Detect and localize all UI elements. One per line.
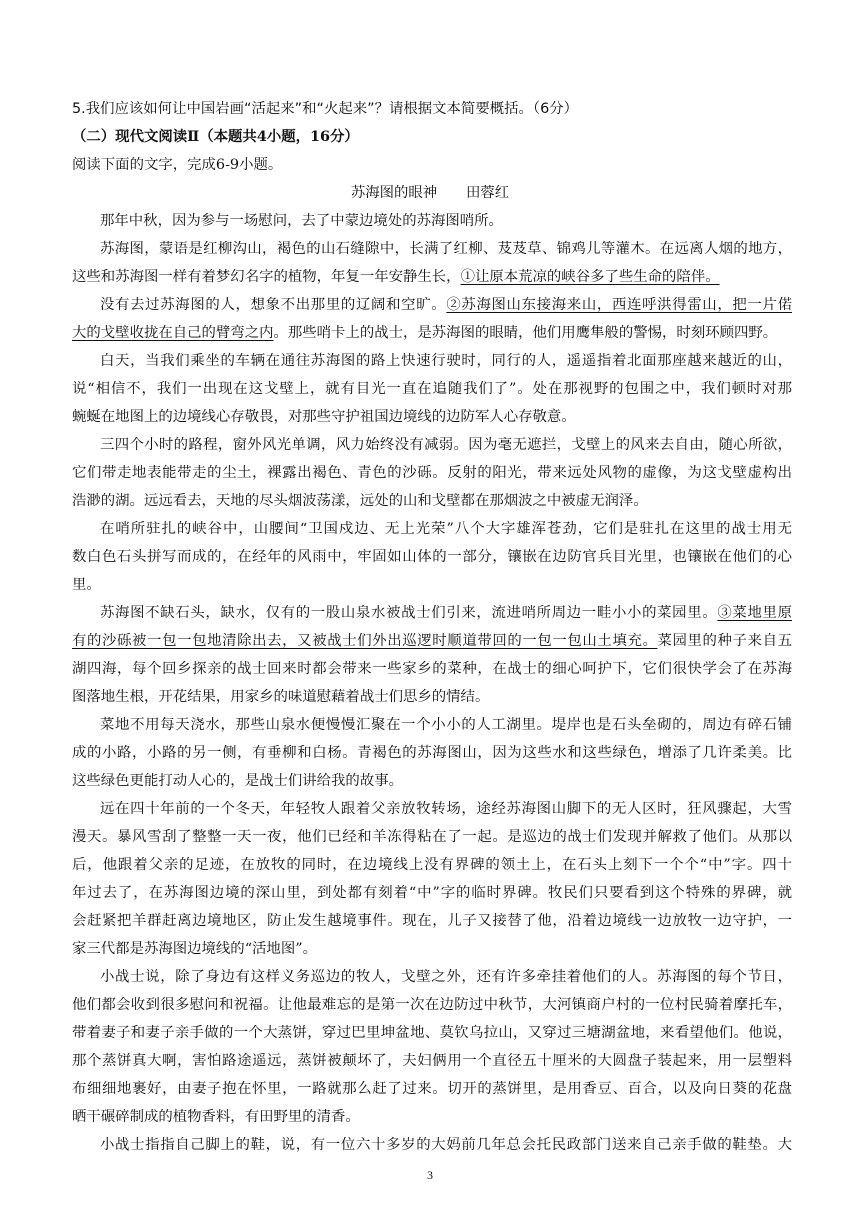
body-text: 湖四海，每个回乡探亲的战士回来时都会带来一些家乡的菜种，在战士的细心呵护下，它们很快学会了在苏海 bbox=[72, 661, 792, 677]
body-text: 这些绿色更能打动人心的，是战士们讲给我的故事。 bbox=[72, 773, 403, 789]
body-line bbox=[72, 491, 792, 511]
body-text: 。那些哨卡上的战士，是苏海图的眼睛，他们用鹰隼般的警惕，时刻环顾四野。 bbox=[273, 325, 778, 341]
body-line bbox=[72, 1107, 792, 1127]
section-heading: （二）现代文阅读Ⅱ（本题共4小题，16分） bbox=[72, 128, 359, 145]
body-text: 蜿蜒在地图上的边境线心存敬畏，对那些守护祖国边境线的边防军人心存敬意。 bbox=[72, 409, 576, 425]
body-line bbox=[72, 1135, 792, 1155]
body-line bbox=[72, 743, 792, 763]
body-text: 年过去了，在苏海图边境的深山里，到处都有刻着“中”字的临时界碑。牧民们只要看到这个特殊的界碑，就 bbox=[72, 885, 792, 901]
body-text: 菜园里的种子来自五 bbox=[657, 633, 792, 649]
body-line bbox=[72, 323, 792, 343]
body-line bbox=[72, 603, 792, 623]
body-text: 家三代都是苏海图边境线的“活地图”。 bbox=[72, 941, 317, 957]
body-text: 苏海图，蒙语是红柳沟山，褐色的山石缝隙中，长满了红柳、芨芨草、锦鸡儿等灌木。在远离人烟的地方， bbox=[100, 241, 792, 257]
body-text: 说“相信不，我们一出现在这戈壁上，就有目光一直在追随我们了”。处在那视野的包围之中，我们顿时对那 bbox=[72, 381, 792, 397]
body-text: 菜地不用每天浇水，那些山泉水便慢慢汇聚在一个小小的人工湖里。堤岸也是石头垒砌的，周边有碎石铺 bbox=[100, 717, 792, 733]
underlined-sentence: 有的沙砾被一包一包地清除出去，又被战士们外出巡逻时顺道带回的一包一包山土填充。 bbox=[72, 633, 658, 649]
body-text: 漫天。暴风雪刮了整整一天一夜，他们已经和羊冻得粘在了一起。是巡边的战士们发现并解救了他们。从那以 bbox=[72, 829, 792, 845]
body-text: 它们带走地表能带走的尘土，裸露出褐色、青色的沙砾。反射的阳光，带来远处风物的虚像，为这戈壁虚构出 bbox=[72, 465, 792, 481]
body-text: 小战士指指自己脚上的鞋，说，有一位六十多岁的大妈前几年总会托民政部门送来自己亲手做的鞋垫。大 bbox=[100, 1137, 792, 1153]
body-text: 浩渺的湖。远远看去，天地的尽头烟波荡漾，远处的山和戈壁都在那烟波之中被虚无润泽。 bbox=[72, 493, 648, 509]
body-text: 苏海图不缺石头，缺水，仅有的一股山泉水被战士们引来，流进哨所周边一畦小小的菜园里。 bbox=[100, 605, 718, 621]
body-line bbox=[72, 911, 792, 931]
body-line bbox=[72, 239, 792, 259]
body-text: 他们都会收到很多慰问和祝福。让他最难忘的是第一次在边防过中秋节，大河镇商户村的一位村民骑着摩托车， bbox=[72, 997, 792, 1013]
body-text: 带着妻子和妻子亲手做的一个大蒸饼，穿过巴里坤盆地、莫钦乌拉山，又穿过三塘湖盆地，来看望他们。他说， bbox=[72, 1025, 792, 1041]
body-text: 成的小路，小路的另一侧，有垂柳和白杨。青褐色的苏海图山，因为这些水和这些绿色，增添了几许柔美。比 bbox=[72, 745, 792, 761]
body-text: 这些和苏海图一样有着梦幻名字的植物，年复一年安静生长， bbox=[72, 269, 461, 285]
body-line bbox=[72, 995, 792, 1015]
body-line bbox=[72, 211, 792, 231]
body-text: 布细细地裹好，由妻子抱在怀里，一路就那么赶了过来。切开的蒸饼里，是用香豆、百合，以及向日葵的花盘 bbox=[72, 1081, 792, 1097]
underlined-sentence: ③菜地里原 bbox=[717, 605, 792, 621]
body-line bbox=[72, 939, 792, 959]
body-text: 白天，当我们乘坐的车辆在通往苏海图的路上快速行驶时，同行的人，遥遥指着北面那座越来越近的山， bbox=[100, 353, 792, 369]
body-line bbox=[72, 435, 792, 455]
body-text: 那个蒸饼真大啊，害怕路途遥远，蒸饼被颠坏了，夫妇俩用一个直径五十厘米的大圆盘子装起来，用一层塑料 bbox=[72, 1053, 792, 1069]
body-text: 那年中秋，因为参与一场慰问，去了中蒙边境处的苏海图哨所。 bbox=[100, 213, 503, 229]
body-line bbox=[72, 547, 792, 567]
body-text: 三四个小时的路程，窗外风光单调，风力始终没有减弱。因为毫无遮拦，戈壁上的风来去自由，随心所欲， bbox=[100, 437, 792, 453]
body-line bbox=[72, 827, 792, 847]
body-line bbox=[72, 1079, 792, 1099]
body-text: 会赶紧把羊群赶离边境地区，防止发生越境事件。现在，儿子又接替了他，沿着边境线一边放牧一边守护，一 bbox=[72, 913, 792, 929]
body-line bbox=[72, 715, 792, 735]
body-text: 后，他跟着父亲的足迹，在放牧的同时，在边境线上没有界碑的领土上，在石头上刻下一个个“中”字。四十 bbox=[72, 857, 792, 873]
body-line bbox=[72, 407, 792, 427]
body-line bbox=[72, 855, 792, 875]
body-text: 小战士说，除了身边有这样义务巡边的牧人，戈壁之外，还有许多牵挂着他们的人。苏海图的每个节日， bbox=[100, 969, 792, 985]
underlined-sentence: 大的戈壁收拢在自己的臂弯之内 bbox=[72, 325, 274, 341]
body-text: 在哨所驻扎的峡谷中，山腰间“卫国戍边、无上光荣”八个大字雄浑苍劲，它们是驻扎在这里的战士用无 bbox=[100, 521, 792, 537]
underlined-sentence: ②苏海图山东接海来山，西连呼洪得雷山，把一片偌 bbox=[446, 297, 792, 313]
body-line bbox=[72, 967, 792, 987]
body-line bbox=[72, 1051, 792, 1071]
question-5: 5.我们应该如何让中国岩画“活起来”和“火起来”？请根据文本简要概括。（6分） bbox=[72, 101, 579, 117]
body-line bbox=[72, 295, 792, 315]
body-line bbox=[72, 351, 792, 371]
body-line bbox=[72, 883, 792, 903]
body-line bbox=[72, 575, 792, 595]
body-text: 没有去过苏海图的人，想象不出那里的辽阔和空旷。 bbox=[100, 297, 447, 313]
body-line bbox=[72, 379, 792, 399]
body-text: 图落地生根，开花结果，用家乡的味道慰藉着战士们思乡的情结。 bbox=[72, 689, 490, 705]
body-line bbox=[72, 519, 792, 539]
article-title: 苏海图的眼神 田蓉红 bbox=[350, 185, 510, 201]
underlined-sentence: ①让原本荒凉的峡谷多了些生命的陪伴。 bbox=[460, 269, 720, 285]
body-text: 远在四十年前的一个冬天，年轻牧人跟着父亲放牧转场，途经苏海图山脚下的无人区时，狂风骤起，大雪 bbox=[100, 801, 792, 817]
page-number: 3 bbox=[427, 1168, 433, 1182]
body-line bbox=[72, 799, 792, 819]
body-line bbox=[72, 463, 792, 483]
body-line bbox=[72, 771, 792, 791]
body-text: 数白色石头拼写而成的，在经年的风雨中，牢固如山体的一部分，镶嵌在边防官兵目光里，也镶嵌在他们的心 bbox=[72, 549, 792, 565]
body-text: 里。 bbox=[72, 577, 101, 593]
reading-instruction: 阅读下面的文字，完成6-9小题。 bbox=[72, 157, 283, 173]
body-line bbox=[72, 659, 792, 679]
body-line bbox=[72, 1023, 792, 1043]
body-line bbox=[72, 267, 792, 287]
body-text: 晒干碾碎制成的植物香料，有田野里的清香。 bbox=[72, 1109, 360, 1125]
body-line bbox=[72, 631, 792, 651]
body-line bbox=[72, 687, 792, 707]
